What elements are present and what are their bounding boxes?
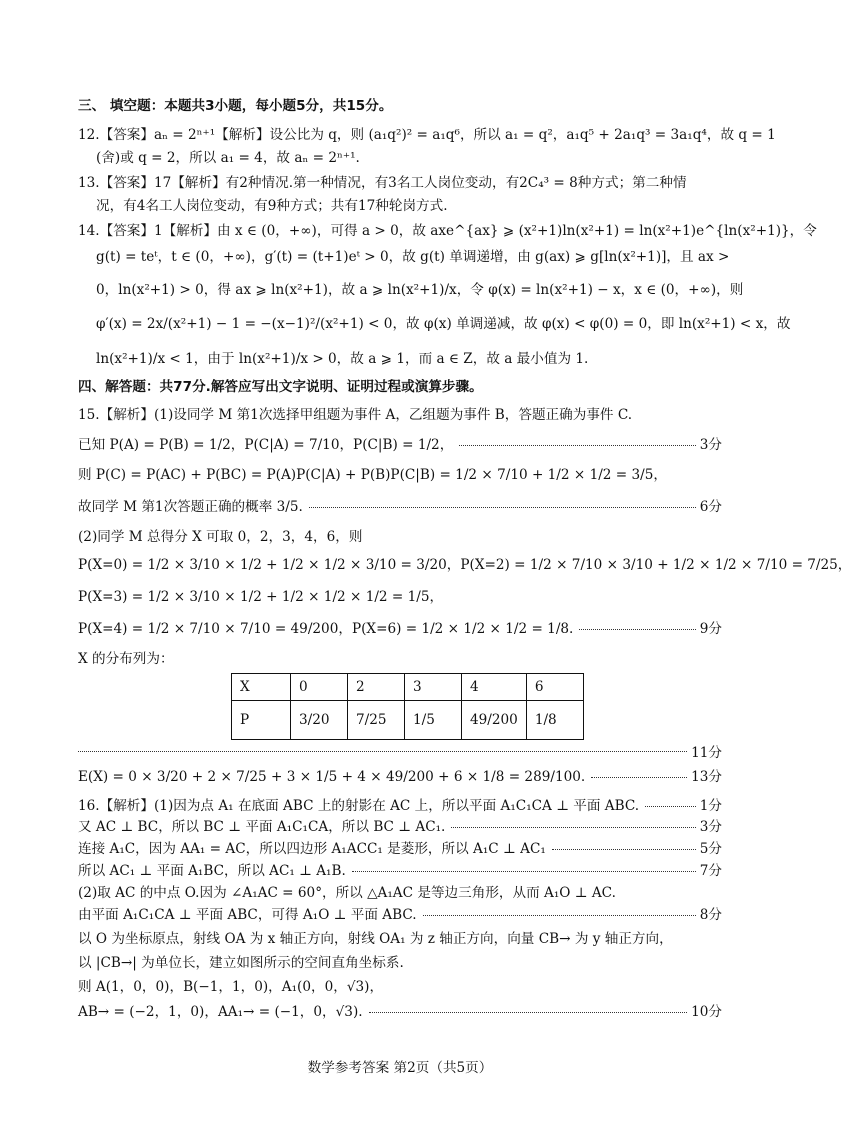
q16-line9: 则 A(1，0，0)，B(−1，1，0)，A₁(0，0，√3)， [78, 979, 384, 995]
score-points: 10分 [691, 1004, 722, 1020]
dot-leader [459, 445, 695, 446]
dot-leader [552, 849, 696, 850]
q15-line6: P(X=0) = 1/2 × 3/10 × 1/2 + 1/2 × 1/2 × 3/10 = 3/20，P(X=2) = 1/2 × 7/10 × 3/10 + 1/2 × 1/2 × 7/10 = 7/25， [78, 557, 851, 573]
score-points: 11分 [691, 745, 722, 761]
score-points: 9分 [699, 621, 722, 637]
dot-leader [591, 777, 687, 778]
score-points: 13分 [691, 769, 722, 785]
score-points: 8分 [699, 907, 722, 923]
dot-leader [645, 806, 696, 807]
q15-line8-row [78, 620, 722, 639]
q15-line4: 故同学 M 第1次答题正确的概率 3/5. [78, 499, 303, 515]
q16-line1: 16.【解析】(1)因为点 A₁ 在底面 ABC 上的射影在 AC 上，所以平面 A₁C₁CA ⊥ 平面 ABC. [78, 798, 640, 814]
q15-line4-row [78, 498, 722, 517]
score-points: 6分 [699, 499, 722, 515]
q14-line2: g(t) = teᵗ，t ∈ (0，+∞)，g′(t) = (t+1)eᵗ > 0，故 g(t) 单调递增，由 g(ax) ⩾ g[ln(x²+1)]，且 ax > [96, 249, 730, 265]
q15-line2: 已知 P(A) = P(B) = 1/2，P(C|A) = 7/10，P(C|B) = 1/2， [78, 437, 454, 453]
q15-line10: E(X) = 0 × 3/20 + 2 × 7/25 + 3 × 1/5 + 4 × 49/200 + 6 × 1/8 = 289/100. [78, 769, 586, 785]
q15-line1: 15.【解析】(1)设同学 M 第1次选择甲组题为事件 A，乙组题为事件 B，答题正确为事件 C. [78, 407, 633, 423]
dot-leader [451, 827, 695, 828]
q15-line8: P(X=4) = 1/2 × 7/10 × 7/10 = 49/200，P(X=6) = 1/2 × 1/2 × 1/2 = 1/8. [78, 621, 574, 637]
table-cell: 3 [405, 674, 462, 701]
table-cell: 49/200 [462, 701, 527, 740]
score-points: 3分 [699, 437, 722, 453]
q14-line1: 14.【答案】1【解析】由 x ∈ (0，+∞)，可得 a > 0，故 axe^{ax} ⩾ (x²+1)ln(x²+1) = ln(x²+1)e^{ln(x²+1)}，令 [78, 223, 817, 239]
q15-line9: X 的分布列为： [78, 651, 174, 667]
table-cell: 1/5 [405, 701, 462, 740]
q16-line5: (2)取 AC 的中点 O.因为 ∠A₁AC = 60°，所以 △A₁AC 是等边三角形，从而 A₁O ⊥ AC. [78, 885, 616, 901]
section3-title: 三、 填空题：本题共3小题，每小题5分，共15分。 [78, 98, 393, 114]
score-points: 3分 [699, 819, 722, 835]
q15-line5: (2)同学 M 总得分 X 可取 0，2，3，4，6，则 [78, 529, 363, 545]
q15-line2-row [78, 436, 722, 455]
q15-line10-row [78, 768, 722, 787]
q16-line4: 所以 AC₁ ⊥ 平面 A₁BC，所以 AC₁ ⊥ A₁B. [78, 863, 346, 879]
dot-leader [423, 915, 696, 916]
q14-line3: 0，ln(x²+1) > 0，得 ax ⩾ ln(x²+1)，故 a ⩾ ln(x²+1)/x，令 φ(x) = ln(x²+1) − x，x ∈ (0，+∞)，则 [96, 282, 744, 298]
q15-line7: P(X=3) = 1/2 × 3/10 × 1/2 + 1/2 × 1/2 × 1/2 = 1/5， [78, 589, 444, 605]
table-cell: 2 [348, 674, 405, 701]
q16-line6-row [78, 906, 722, 925]
table-row [232, 701, 584, 740]
table-cell: 1/8 [526, 701, 583, 740]
q14-line5: ln(x²+1)/x < 1，由于 ln(x²+1)/x > 0，故 a ⩾ 1，而 a ∈ Z，故 a 最小值为 1. [96, 351, 589, 367]
q16-line8: 以 |CB→| 为单位长，建立如图所示的空间直角坐标系. [78, 955, 404, 971]
dot-leader [369, 1012, 688, 1013]
q15-line3: 则 P(C) = P(AC) + P(BC) = P(A)P(C|A) + P(B)P(C|B) = 1/2 × 7/10 + 1/2 × 1/2 = 3/5， [78, 467, 667, 483]
table-row [232, 674, 584, 701]
table-cell: 0 [291, 674, 348, 701]
q13-line1: 13.【答案】17【解析】有2种情况.第一种情况，有3名工人岗位变动，有2C₄³ = 8种方式；第二种情 [78, 175, 687, 191]
q13-line2: 况，有4名工人岗位变动，有9种方式；共有17种轮岗方式. [96, 198, 448, 214]
q16-line10-row [78, 1003, 722, 1022]
score-points: 1分 [699, 798, 722, 814]
table-cell: P [232, 701, 291, 740]
dot-leader [309, 507, 696, 508]
dot-leader [78, 751, 687, 752]
q16-line4-row [78, 862, 722, 881]
section4-title: 四、解答题：共77分.解答应写出文字说明、证明过程或演算步骤。 [78, 379, 483, 395]
score-points: 5分 [699, 841, 722, 857]
score-points: 7分 [699, 863, 722, 879]
q14-line4: φ′(x) = 2x/(x²+1) − 1 = −(x−1)²/(x²+1) < 0，故 φ(x) 单调递减，故 φ(x) < φ(0) = 0，即 ln(x²+1) < x，故 [96, 316, 791, 332]
table-cell: 4 [462, 674, 527, 701]
q16-line6: 由平面 A₁C₁CA ⊥ 平面 ABC，可得 A₁O ⊥ 平面 ABC. [78, 907, 417, 923]
table-cell: 7/25 [348, 701, 405, 740]
q16-line3: 连接 A₁C，因为 AA₁ = AC，所以四边形 A₁ACC₁ 是菱形，所以 A₁C ⊥ AC₁ [78, 841, 546, 857]
dot-leader [352, 871, 696, 872]
table-cell: X [232, 674, 291, 701]
q12-line2: (舍)或 q = 2，所以 a₁ = 4，故 aₙ = 2ⁿ⁺¹. [96, 150, 360, 166]
table-cell: 6 [526, 674, 583, 701]
q12-line1: 12.【答案】aₙ = 2ⁿ⁺¹【解析】设公比为 q，则 (a₁q²)² = a₁q⁶，所以 a₁ = q²，a₁q⁵ + 2a₁q³ = 3a₁q⁴，故 q = 1 [78, 127, 776, 143]
q16-line2-row [78, 818, 722, 837]
distribution-table [231, 673, 584, 740]
q16-line3-row [78, 840, 722, 859]
q16-line10: AB→ = (−2，1，0)，AA₁→ = (−1，0，√3). [78, 1004, 363, 1020]
table-cell: 3/20 [291, 701, 348, 740]
q16-line7: 以 O 为坐标原点，射线 OA 为 x 轴正方向，射线 OA₁ 为 z 轴正方向，向量 CB→ 为 y 轴正方向， [78, 931, 673, 947]
dot-leader [579, 629, 695, 630]
q16-line1-row [78, 797, 722, 816]
table-points-row [78, 741, 722, 761]
q16-line2: 又 AC ⊥ BC，所以 BC ⊥ 平面 A₁C₁CA，所以 BC ⊥ AC₁. [78, 819, 446, 835]
page-footer: 数学参考答案 第2页（共5页） [307, 1060, 493, 1076]
